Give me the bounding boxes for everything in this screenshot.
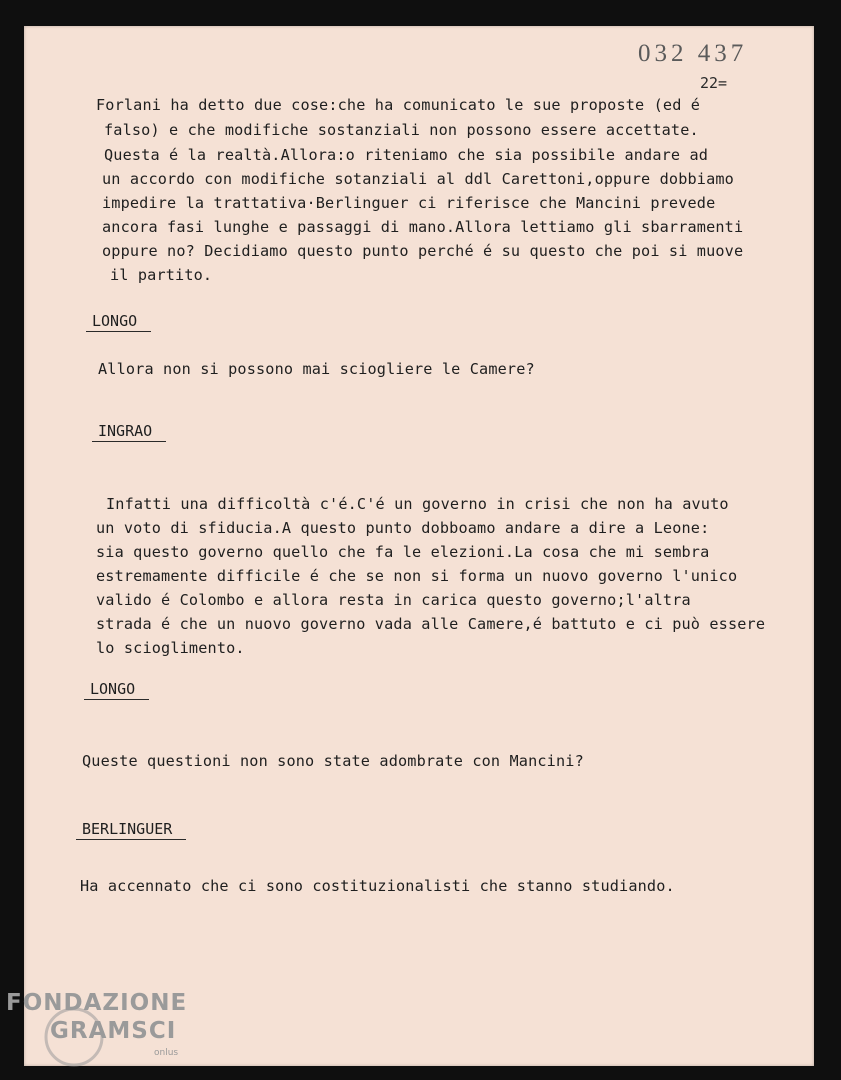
archive-logo (6, 990, 226, 1070)
text-line: un accordo con modifiche sotanziali al ddl Carettoni,oppure dobbiamo (102, 170, 734, 188)
text-line: falso) e che modifiche sostanziali non possono essere accettate. (104, 121, 699, 139)
logo-text-line: FONDAZIONE (6, 990, 188, 1016)
archive-number: 032 437 (638, 40, 748, 67)
text-line: un voto di sfiducia.A questo punto dobboamo andare a dire a Leone: (96, 519, 710, 537)
text-line: Queste questioni non sono state adombrate con Mancini? (82, 752, 584, 770)
text-line: impedire la trattativa·Berlinguer ci riferisce che Mancini prevede (102, 194, 716, 212)
text-line: lo scioglimento. (96, 639, 245, 657)
text-line: Infatti una difficoltà c'é.C'é un governo in crisi che non ha avuto (106, 495, 729, 513)
speaker-label: BERLINGUER (76, 820, 186, 840)
text-line: il partito. (110, 266, 213, 284)
text-line: Ha accennato che ci sono costituzionalisti che stanno studiando. (80, 877, 675, 895)
text-line: oppure no? Decidiamo questo punto perché é su questo che poi si muove (102, 242, 744, 260)
text-line: Questa é la realtà.Allora:o riteniamo che sia possibile andare ad (104, 146, 709, 164)
speaker-label: LONGO (86, 312, 151, 332)
text-line: Forlani ha detto due cose:che ha comunicato le sue proposte (ed é (96, 96, 701, 114)
text-line: ancora fasi lunghe e passaggi di mano.Allora lettiamo gli sbarramenti (102, 218, 744, 236)
text-line: valido é Colombo e allora resta in carica questo governo;l'altra (96, 591, 691, 609)
speaker-label: INGRAO (92, 422, 166, 442)
text-line: Allora non si possono mai sciogliere le Camere? (98, 360, 535, 378)
text-line: estremamente difficile é che se non si forma un nuovo governo l'unico (96, 567, 738, 585)
logo-subtitle: onlus (154, 1048, 179, 1058)
page-number: 22= (700, 74, 728, 92)
text-line: strada é che un nuovo governo vada alle Camere,é battuto e ci può essere (96, 615, 766, 633)
text-line: sia questo governo quello che fa le elezioni.La cosa che mi sembra (96, 543, 710, 561)
speaker-label: LONGO (84, 680, 149, 700)
logo-text-line: GRAMSCI (50, 1018, 177, 1044)
